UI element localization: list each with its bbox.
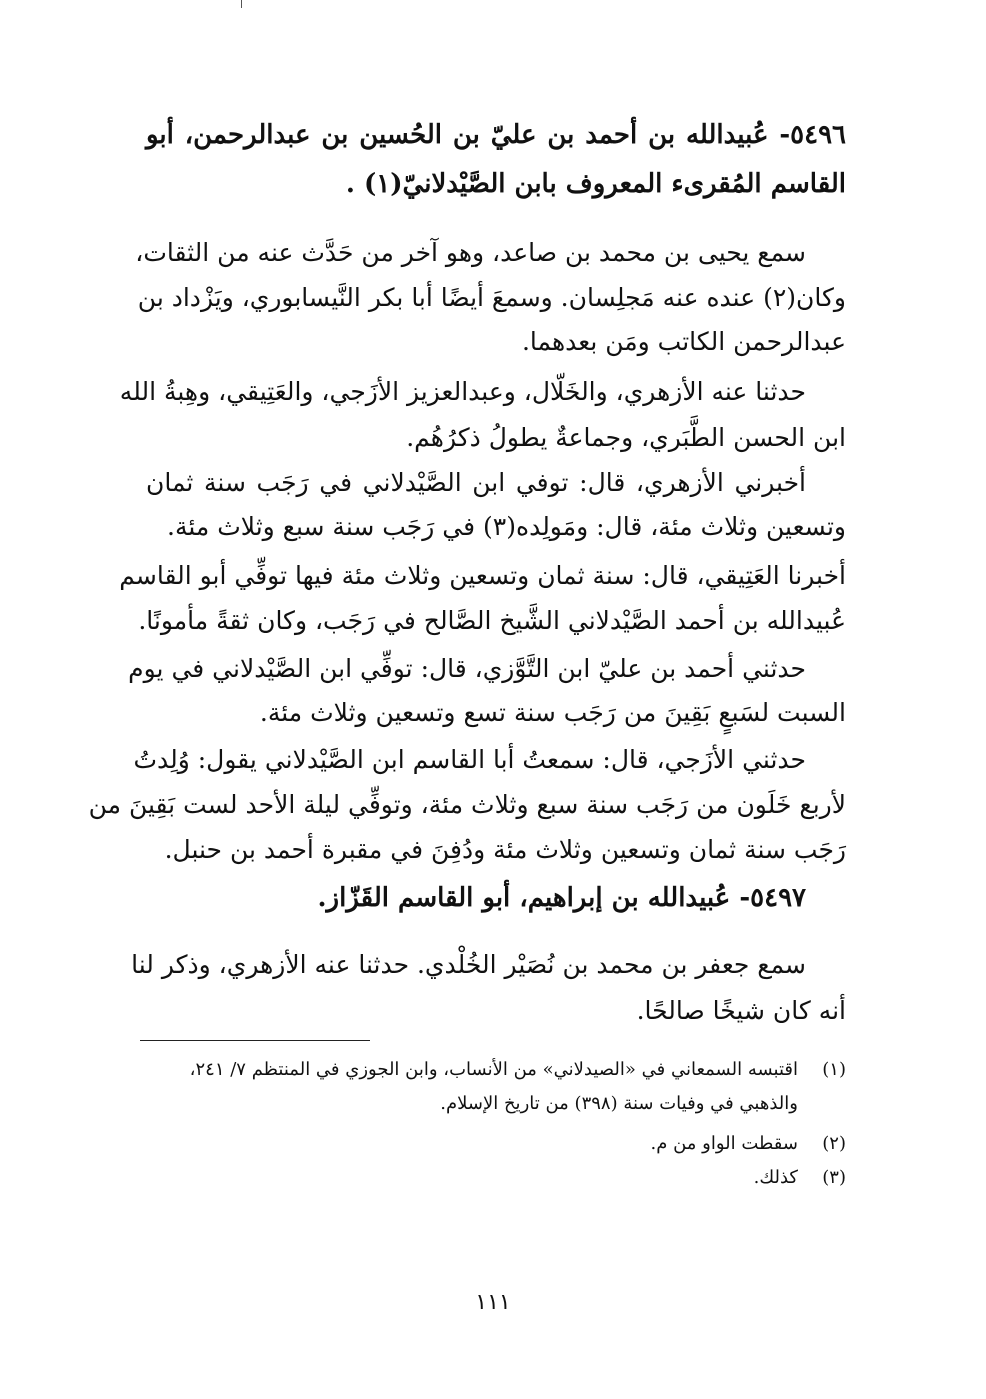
- paragraph-line: وتسعين وثلاث مئة، قال: ومَولِده(٣) في رَجَب سنة سبع وثلاث مئة.: [167, 512, 846, 541]
- scan-mark: [241, 0, 242, 8]
- footnote-separator: [140, 1040, 370, 1041]
- paragraph-line: أنه كان شيخًا صالحًا.: [636, 996, 846, 1025]
- page-number: ١١١: [475, 1290, 511, 1315]
- paragraph-line: أخبرنا العَتِيقي، قال: سنة ثمان وتسعين وثلاث مئة فيها توفِّي أبو القاسم: [119, 561, 846, 590]
- footnote-text: سقطت الواو من م.: [650, 1133, 798, 1154]
- footnote-text: اقتبسه السمعاني في «الصيدلاني» من الأنساب، وابن الجوزي في المنتظم ٧/ ٢٤١،: [189, 1059, 798, 1080]
- paragraph-line: سمع يحيى بن محمد بن صاعد، وهو آخر من حَدَّث عنه من الثقات،: [135, 238, 806, 267]
- entry-heading-line: ٥٤٩٧- عُبيدالله بن إبراهيم، أبو القاسم القَزّاز.: [317, 883, 806, 913]
- paragraph-line: السبت لسَبعٍ بَقِينَ من رَجَب سنة تسع وتسعين وثلاث مئة.: [259, 698, 846, 727]
- paragraph-line: رَجَب سنة ثمان وتسعين وثلاث مئة ودُفِنَ في مقبرة أحمد بن حنبل.: [164, 835, 846, 864]
- footnote: [146, 1164, 846, 1192]
- paragraph-line: ابن الحسن الطَّبَري، وجماعةٌ يطولُ ذكرُهُم.: [406, 423, 846, 452]
- paragraph-line: حدثني الأزَجي، قال: سمعتُ أبا القاسم ابن الصَّيْدلاني يقول: وُلِدتُ: [133, 745, 806, 774]
- footnote-text: كذلك.: [753, 1167, 798, 1188]
- paragraph-line: عُبيدالله بن أحمد الصَّيْدلاني الشَّيخ الصَّالح في رَجَب، وكان ثقةً مأمونًا.: [138, 606, 846, 635]
- footnote: [146, 1130, 846, 1158]
- entry-heading-line: ٥٤٩٦- عُبيدالله بن أحمد بن عليّ بن الحُسين بن عبدالرحمن، أبو: [146, 120, 846, 150]
- paragraph-line: حدثنا عنه الأزهري، والخَلّال، وعبدالعزيز الأزَجي، والعَتِيقي، وهِبةُ الله: [119, 377, 806, 406]
- paragraph-line: حدثني أحمد بن عليّ ابن التَّوَّزي، قال: توفِّي ابن الصَّيْدلاني في يوم: [128, 654, 806, 683]
- entry-heading-line: القاسم المُقرىء المعروف بابن الصَّيْدلانيّ(١) .: [345, 169, 846, 199]
- paragraph-line: سمع جعفر بن محمد بن نُصَيْر الخُلْدي. حدثنا عنه الأزهري، وذكر لنا: [131, 950, 806, 979]
- footnote-number: (١): [822, 1059, 846, 1080]
- footnote-number: (٢): [822, 1133, 846, 1154]
- footnote: [146, 1056, 846, 1084]
- footnote-continuation: والذهبي في وفيات سنة (٣٩٨) من تاريخ الإسلام.: [440, 1093, 798, 1114]
- footnote-number: (٣): [822, 1167, 846, 1188]
- paragraph-line: عبدالرحمن الكاتب ومَن بعدهما.: [521, 327, 846, 356]
- paragraph-line: أخبرني الأزهري، قال: توفي ابن الصَّيْدلاني في رَجَب سنة ثمان: [146, 468, 806, 497]
- paragraph-line: لأربع خَلَون من رَجَب سنة سبع وثلاث مئة، وتوفِّي ليلة الأحد لست بَقِينَ من: [88, 790, 846, 819]
- paragraph-line: وكان(٢) عنده عنه مَجلِسان. وسمعَ أيضًا أبا بكر النَّيسابوري، ويَزْداد بن: [137, 283, 846, 312]
